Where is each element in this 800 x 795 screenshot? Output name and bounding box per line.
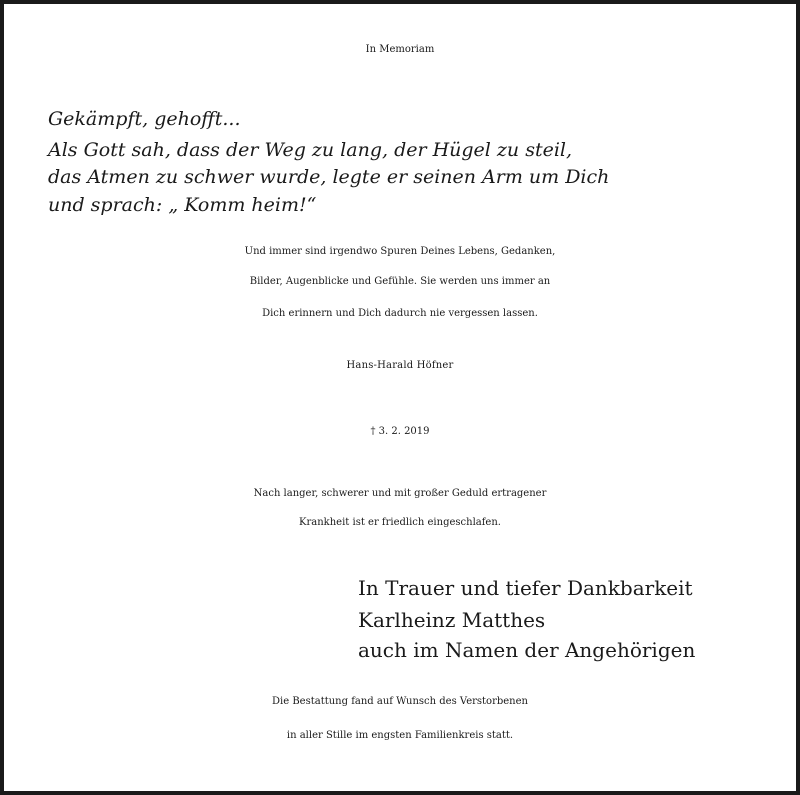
message-line: Nach langer, schwerer und mit großer Geduld ertragener <box>253 488 547 499</box>
poem-line: das Atmen zu schwer wurde, legte er seinen Arm um Dich <box>48 166 610 188</box>
intro-line: Bilder, Augenblicke und Gefühle. Sie werden uns immer an <box>249 276 551 287</box>
deceased-name: Hans-Harald Höfner <box>346 360 454 371</box>
poem-line: Als Gott sah, dass der Weg zu lang, der Hügel zu steil, <box>48 139 573 161</box>
heading: In Memoriam <box>365 44 435 55</box>
message-line: Krankheit ist er friedlich eingeschlafen. <box>299 517 501 528</box>
signature-line: Karlheinz Matthes <box>358 608 546 632</box>
signature-line: auch im Namen der Angehörigen <box>358 638 696 662</box>
intro-line: Dich erinnern und Dich dadurch nie vergessen lassen. <box>262 308 538 319</box>
footer-line: in aller Stille im engsten Familienkreis statt. <box>286 730 514 741</box>
death-date: † 3. 2. 2019 <box>370 426 430 437</box>
footer-line: Die Bestattung fand auf Wunsch des Verstorbenen <box>272 696 528 707</box>
poem-line: und sprach: „ Komm heim!“ <box>48 194 317 216</box>
poem-line: Gekämpft, gehofft... <box>48 108 241 130</box>
intro-line: Und immer sind irgendwo Spuren Deines Lebens, Gedanken, <box>244 246 556 257</box>
signature-line: In Trauer und tiefer Dankbarkeit <box>358 576 693 600</box>
